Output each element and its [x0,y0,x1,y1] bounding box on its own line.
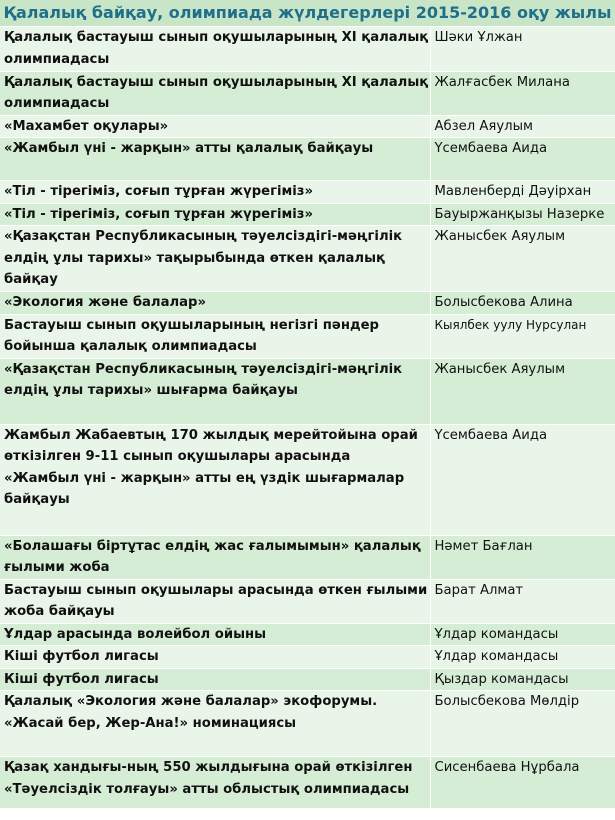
event-cell: Бастауыш сынып оқушылары арасында өткен ғылыми жоба байқауы [0,579,430,623]
name-cell: Бауыржанқызы Назерке [430,203,615,226]
name-cell: Болысбекова Алина [430,292,615,315]
page-title: Қалалық байқау, олимпиада жүлдегерлері 2015-2016 оқу жылы [0,0,615,27]
event-cell: Жамбыл Жабаевтың 170 жылдық мерейтойына орай өткізілген 9-11 сынып оқушылары арасында «Жамбыл үні - жарқын» атты ең үздік шығармалар байқауы [0,424,430,535]
name-cell: Жанысбек Аяулым [430,358,615,424]
name-cell: Жанысбек Аяулым [430,226,615,292]
name-cell: Үсембаева Аида [430,138,615,181]
event-cell: «Қазақстан Республикасының тәуелсіздігі-мәңгілік елдің ұлы тарихы» тақырыбында өткен қалалық байқау [0,226,430,292]
event-cell: Қалалық бастауыш сынып оқушыларының XI қалалық олимпиадасы [0,71,430,115]
table-row [0,646,615,669]
event-cell: Кіші футбол лигасы [0,668,430,691]
event-cell: Қалалық «Экология және балалар» экофорумы. «Жасай бер, Жер-Ана!» номинациясы [0,691,430,757]
table-row [0,292,615,315]
table-row [0,535,615,579]
name-cell: Ұлдар командасы [430,623,615,646]
name-cell: Сисенбаева Нұрбала [430,757,615,809]
table-row [0,623,615,646]
table-row [0,226,615,292]
name-cell: Болысбекова Мөлдір [430,691,615,757]
winners-table [0,27,615,809]
name-cell: Қыздар командасы [430,668,615,691]
table-row [0,424,615,535]
table-row [0,203,615,226]
name-cell: Жалғасбек Милана [430,71,615,115]
event-cell: «Жамбыл үні - жарқын» атты қалалық байқауы [0,138,430,181]
table-row [0,358,615,424]
event-cell: «Тіл - тірегіміз, соғып тұрған жүрегіміз» [0,181,430,204]
table-row [0,757,615,809]
name-cell: Нәмет Бағлан [430,535,615,579]
event-cell: Ұлдар арасында волейбол ойыны [0,623,430,646]
table-row [0,314,615,358]
event-cell: Кіші футбол лигасы [0,646,430,669]
table-row [0,691,615,757]
table-row [0,138,615,181]
event-cell: «Тіл - тірегіміз, соғып тұрған жүрегіміз» [0,203,430,226]
name-cell: Мавленберді Дәуірхан [430,181,615,204]
name-cell: Үсембаева Аида [430,424,615,535]
event-cell: Қазақ хандығы-ның 550 жылдығына орай өткізілген «Тәуелсіздік толғауы» атты облыстық олимпиадасы [0,757,430,809]
event-cell: Қалалық бастауыш сынып оқушыларының XI қалалық олимпиадасы [0,27,430,71]
table-row [0,27,615,71]
name-cell: Абзел Аяулым [430,115,615,138]
name-cell: Ұлдар командасы [430,646,615,669]
table-row [0,668,615,691]
table-row [0,579,615,623]
event-cell: «Махамбет оқулары» [0,115,430,138]
event-cell: «Болашағы біртұтас елдің жас ғалымымын» қалалық ғылыми жоба [0,535,430,579]
table-row [0,181,615,204]
table-row [0,115,615,138]
name-cell: Шәки Ұлжан [430,27,615,71]
event-cell: «Қазақстан Республикасының тәуелсіздігі-мәңгілік елдің ұлы тарихы» шығарма байқауы [0,358,430,424]
table-row [0,71,615,115]
name-cell: Кыялбек уулу Нурсулан [430,314,615,358]
event-cell: Бастауыш сынып оқушыларының негізгі пәндер бойынша қалалық олимпиадасы [0,314,430,358]
event-cell: «Экология және балалар» [0,292,430,315]
name-cell: Барат Алмат [430,579,615,623]
